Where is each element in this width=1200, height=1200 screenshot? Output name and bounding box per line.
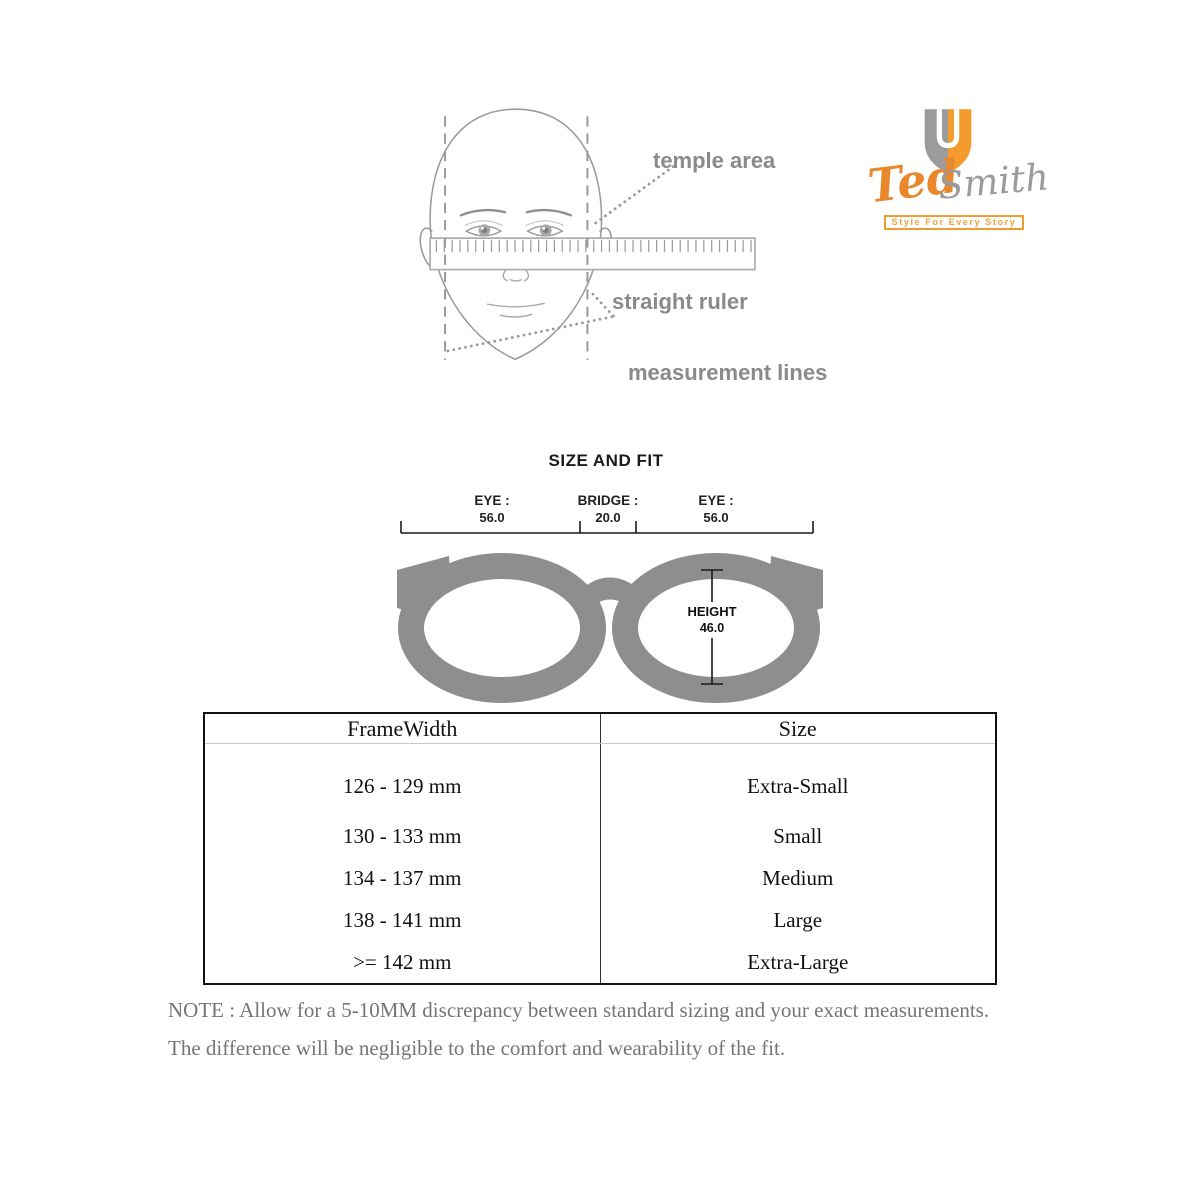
frame-width-cell: 126 - 129 mm [343,773,462,798]
header-size: Size [600,713,996,744]
note-line-2: The difference will be negligible to the comfort and wearability of the fit. [168,1036,786,1060]
height-label: HEIGHT [687,604,737,619]
straight-ruler-label: straight ruler [612,289,748,314]
temple-area-label: temple area [653,148,776,173]
glasses-diagram [380,518,840,713]
nose-mouth [488,270,545,317]
frame-width-cell: 138 - 141 mm [343,907,462,932]
brand-tagline: Style For Every Story [884,215,1024,230]
table-row [204,744,996,816]
size-cell: Large [600,899,996,941]
table-header-row [204,713,996,744]
frame-width-cell: >= 142 mm [353,949,452,974]
measurement-lines-label: measurement lines [628,360,828,385]
frame-width-cell: 134 - 137 mm [343,865,462,890]
brand-logo [860,98,1050,238]
eye-right-value: 56.0 [703,510,729,525]
temple-leader [592,167,673,226]
size-and-fit-heading: SIZE AND FIT [548,451,664,470]
size-cell: Medium [600,857,996,899]
left-lens [411,566,593,690]
size-cell: Extra-Large [600,941,996,984]
table-row [204,899,996,941]
frame-width-cell: 130 - 133 mm [343,823,462,848]
eyes [465,221,564,236]
note-line-1: NOTE : Allow for a 5-10MM discrepancy between standard sizing and your exact measurements. [168,998,990,1022]
header-frame-width: FrameWidth [204,713,600,744]
brand-name-first: Ted [865,148,962,214]
table-row [204,857,996,899]
eye-right-label: EYE : [698,493,734,508]
lens-height-measurement [664,602,760,638]
ruler-graphic [430,238,755,269]
table-row [204,815,996,857]
eye-left-label: EYE : [474,493,510,508]
bridge-label: BRIDGE : [577,493,639,508]
table-row [204,941,996,984]
width-dimension-line [401,521,813,533]
height-value: 46.0 [699,621,725,635]
eye-left-value: 56.0 [479,510,505,525]
bridge-value: 20.0 [595,510,621,525]
eyebrows [461,210,571,215]
size-cell: Small [600,815,996,857]
brand-name-last: Smith [936,155,1051,208]
frame-size-table [203,712,997,985]
mlines-leader-upper [592,293,613,316]
size-cell: Extra-Small [600,744,996,816]
